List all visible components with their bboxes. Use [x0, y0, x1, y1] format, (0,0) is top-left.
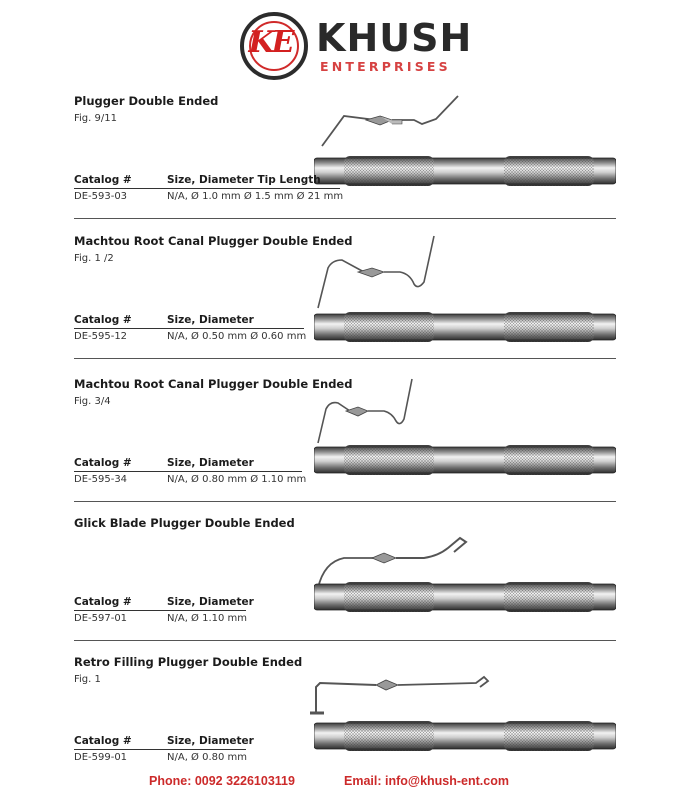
product-figure-ref: Fig. 1	[74, 674, 101, 685]
product-title: Glick Blade Plugger Double Ended	[74, 516, 295, 530]
product-title: Plugger Double Ended	[74, 94, 219, 108]
product-section	[0, 94, 689, 220]
brand-name: KHUSH	[316, 16, 473, 60]
product-figure-ref: Fig. 3/4	[74, 396, 111, 407]
logo-monogram: KE	[248, 25, 292, 60]
product-title: Machtou Root Canal Plugger Double Ended	[74, 234, 353, 248]
product-section	[0, 516, 689, 642]
size-value: N/A, Ø 0.80 mm Ø 1.10 mm	[167, 474, 307, 485]
header-underline	[74, 749, 246, 750]
catalog-header: Catalog #	[74, 314, 132, 326]
product-section	[0, 377, 689, 503]
brand-subtitle: ENTERPRISES	[320, 59, 451, 74]
product-figure-ref: Fig. 9/11	[74, 113, 117, 124]
section-divider	[74, 501, 616, 502]
catalog-header: Catalog #	[74, 596, 132, 608]
catalog-number: DE-595-34	[74, 474, 128, 485]
catalog-number: DE-593-03	[74, 191, 128, 202]
header-underline	[74, 328, 304, 329]
product-title: Retro Filling Plugger Double Ended	[74, 655, 303, 669]
header-underline	[74, 471, 302, 472]
size-header: Size, Diameter	[167, 457, 254, 469]
size-value: N/A, Ø 1.0 mm Ø 1.5 mm Ø 21 mm	[167, 191, 344, 202]
size-header: Size, Diameter Tip Length	[167, 174, 321, 186]
product-title: Machtou Root Canal Plugger Double Ended	[74, 377, 353, 391]
brand-logo	[240, 12, 473, 80]
product-figure-ref: Fig. 1 /2	[74, 253, 114, 264]
section-divider	[74, 218, 616, 219]
header-underline	[74, 188, 340, 189]
instrument-tip-image	[314, 234, 444, 310]
size-header: Size, Diameter	[167, 314, 254, 326]
instrument-handle-image	[314, 443, 616, 477]
instrument-handle-image	[314, 719, 616, 753]
size-value: N/A, Ø 1.10 mm	[167, 613, 248, 624]
section-divider	[74, 640, 616, 641]
instrument-tip-image	[306, 673, 496, 719]
size-header: Size, Diameter	[167, 735, 254, 747]
product-section	[0, 234, 689, 360]
catalog-header: Catalog #	[74, 735, 132, 747]
phone-contact[interactable]: Phone: 0092 3226103119	[149, 774, 295, 788]
instrument-tip-image	[314, 94, 464, 154]
section-divider	[74, 358, 616, 359]
contact-footer	[0, 774, 689, 790]
size-value: N/A, Ø 0.50 mm Ø 0.60 mm	[167, 331, 307, 342]
instrument-handle-image	[314, 580, 616, 614]
catalog-number: DE-599-01	[74, 752, 128, 763]
product-section	[0, 655, 689, 770]
catalog-header: Catalog #	[74, 457, 132, 469]
email-contact[interactable]: Email: info@khush-ent.com	[344, 774, 509, 788]
catalog-number: DE-595-12	[74, 331, 128, 342]
instrument-tip-image	[314, 377, 424, 447]
size-value: N/A, Ø 0.80 mm	[167, 752, 248, 763]
header-underline	[74, 610, 246, 611]
catalog-number: DE-597-01	[74, 613, 128, 624]
instrument-handle-image	[314, 154, 616, 188]
catalog-header: Catalog #	[74, 174, 132, 186]
instrument-handle-image	[314, 310, 616, 344]
size-header: Size, Diameter	[167, 596, 254, 608]
